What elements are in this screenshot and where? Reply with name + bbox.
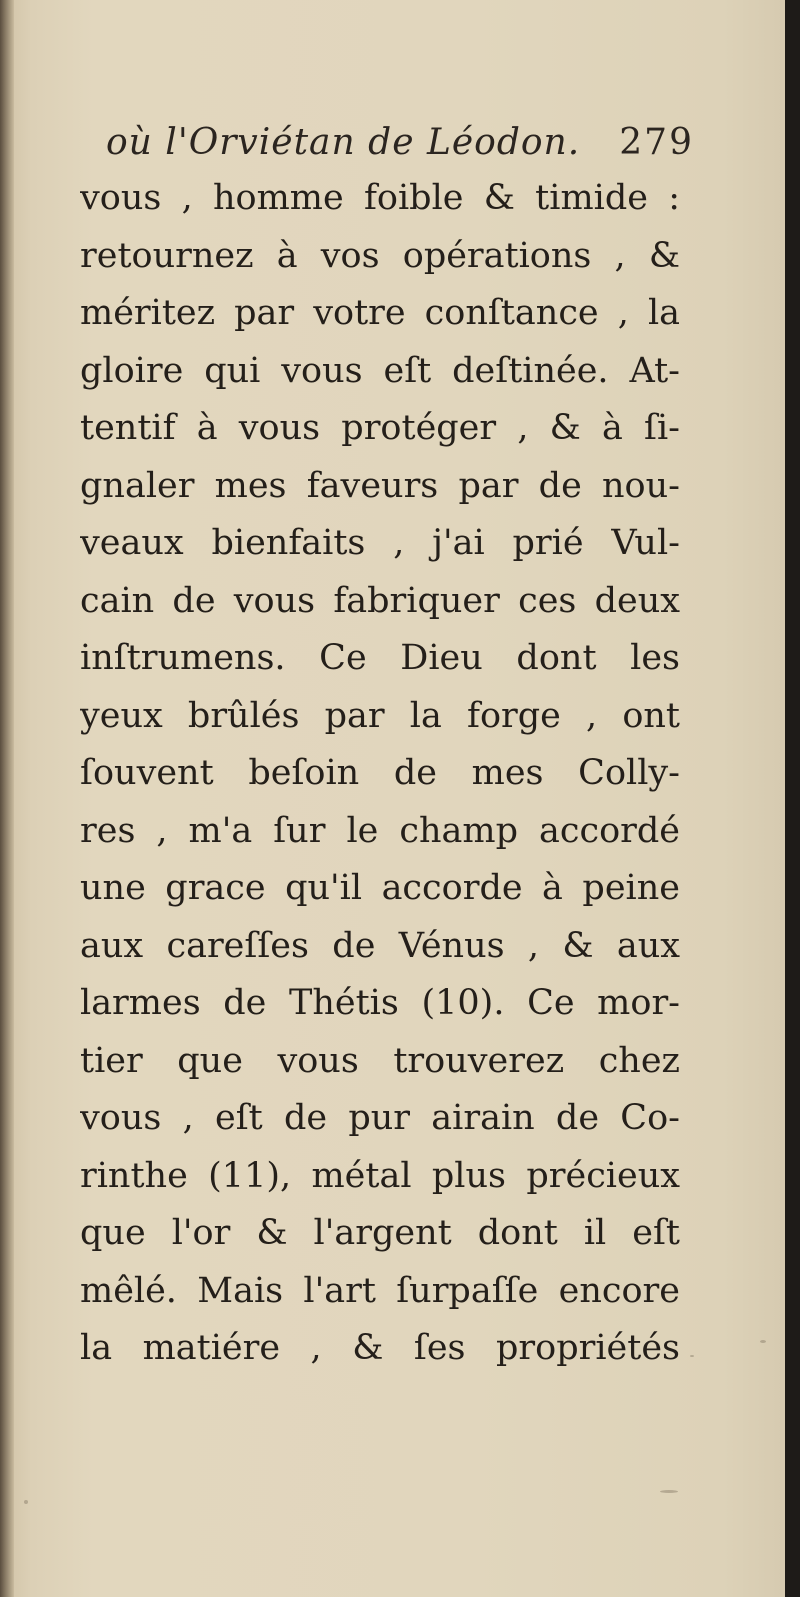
paper-speck <box>760 1340 766 1343</box>
text-line: gnaler mes faveurs par de nou- <box>80 465 680 506</box>
text-line: res , m'a ſur le champ accordé <box>80 810 680 851</box>
text-line: tier que vous trouverez chez <box>80 1040 680 1081</box>
text-line: rinthe (11), métal plus précieux <box>80 1155 680 1196</box>
text-line: vous , eſt de pur airain de Co- <box>80 1098 680 1138</box>
text-line: aux careſſes de Vénus , & aux <box>80 925 680 966</box>
text-line: que l'or & l'argent dont il eſt <box>80 1213 680 1253</box>
page-number: 279 <box>619 122 694 163</box>
running-head <box>106 118 696 168</box>
page-gutter-shadow <box>0 0 14 1597</box>
text-line: une grace qu'il accorde à peine <box>80 868 680 908</box>
text-line: retournez à vos opérations , & <box>80 235 680 276</box>
text-line: la matiére , & ſes propriétés <box>80 1328 680 1368</box>
text-line: vous , homme foible & timide : <box>80 178 680 218</box>
text-line: tentif à vous protéger , & à ſi- <box>80 408 680 448</box>
text-line: larmes de Thétis (10). Ce mor- <box>80 983 680 1023</box>
running-head-title: où l'Orviétan de Léodon. <box>106 122 581 163</box>
scan-background-edge <box>785 0 800 1597</box>
paper-speck <box>24 1500 28 1504</box>
text-line: veaux bienfaits , j'ai prié Vul- <box>80 523 680 563</box>
body-text <box>80 170 680 1378</box>
text-line: inſtrumens. Ce Dieu dont les <box>80 638 680 678</box>
text-line: méritez par votre conſtance , la <box>80 293 680 333</box>
text-line: yeux brûlés par la forge , ont <box>80 695 680 736</box>
text-line: ſouvent beſoin de mes Colly- <box>80 753 680 793</box>
text-line: gloire qui vous eſt deſtinée. At- <box>80 350 680 391</box>
paper-speck <box>660 1490 678 1493</box>
text-line: mêlé. Mais l'art ſurpaſſe encore <box>80 1270 680 1311</box>
text-line: cain de vous fabriquer ces deux <box>80 580 680 621</box>
paper-speck <box>690 1355 694 1357</box>
